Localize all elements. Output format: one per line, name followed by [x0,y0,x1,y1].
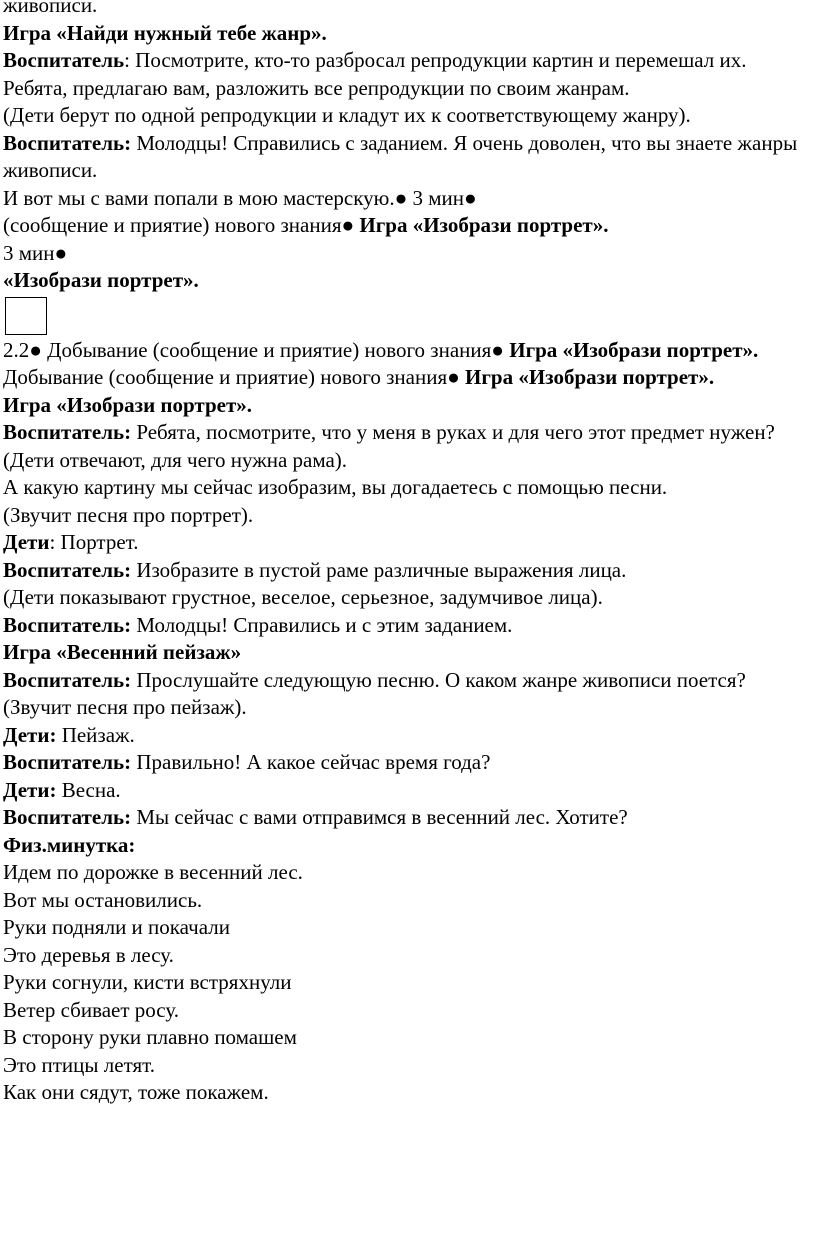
game-heading: Игра «Изобрази портрет». [3,392,253,417]
speech-text: Молодцы! Справились с заданием. Я очень доволен, что вы знаете жанры живописи. [3,130,798,182]
dialogue-line [3,722,811,750]
game-heading: Игра «Найди нужный тебе жанр». [3,20,327,45]
poem-line: Это птицы летят. [3,1052,155,1077]
speaker-label: Воспитатель: [3,805,132,829]
dialogue-line [3,804,811,832]
speech-text: : Портрет. [49,530,139,554]
stage-direction: (Дети берут по одной репродукции и кладут их к соответствующему жанру). [3,103,691,127]
speaker-label: Дети: [3,722,57,747]
dialogue-line [3,47,811,102]
text-line [3,364,811,392]
dialogue-line [3,667,811,695]
game-heading: Игра «Весенний пейзаж» [3,640,242,664]
dialogue-line [3,130,811,185]
speaker-label: Воспитатель: [3,557,132,582]
speaker-label: Дети: [3,777,57,802]
dialogue-line [3,557,811,585]
speech-text: Изобразите в пустой раме различные выражения лица. [131,557,627,582]
game-heading-inline: Игра «Изобрази портрет». [359,213,609,237]
speech-text: Прослушайте следующую песню. О каком жанре живописи поется? [131,667,746,692]
speech-text: Весна. [56,777,121,802]
game-heading-inline: Игра «Изобрази портрет». [465,365,715,389]
speech-text: Правильно! А какое сейчас время года? [131,750,491,774]
poem-line: Вот мы остановились. [3,887,203,912]
section-heading: Физ.минутка: [3,832,136,857]
text-fragment: (сообщение и приятие) нового знания● [3,213,360,237]
poem-line: Это деревья в лесу. [3,942,174,967]
empty-frame-box [5,297,47,335]
speaker-label: Воспитатель: [3,130,132,155]
text-fragment: 2.2● Добывание (сообщение и приятие) нового знания● [3,337,510,362]
speaker-label: Воспитатель [3,48,125,72]
speech-text: Ребята, посмотрите, что у меня в руках и для чего этот предмет нужен? (Дети отвечают, для чего нужна рама). [3,420,775,472]
stage-direction: (Дети показывают грустное, веселое, серьезное, задумчивое лица). [3,585,603,609]
speaker-label: Воспитатель: [3,750,132,774]
poem-line: Как они сядут, тоже покажем. [3,1080,269,1104]
game-heading: «Изобрази портрет». [3,268,199,292]
document-body [3,0,811,1107]
text-line: живописи. [3,0,98,17]
speech-text: Мы сейчас с вами отправимся в весенний лес. Хотите? [131,805,628,829]
speaker-label: Воспитатель: [3,667,132,692]
poem-line: Ветер сбивает росу. [3,997,179,1022]
dialogue-line [3,777,811,805]
text-line: 3 мин● [3,240,68,265]
poem-line: В сторону руки плавно помашем [3,1025,297,1049]
stage-direction: (Звучит песня про пейзаж). [3,695,247,719]
speaker-label: Дети [3,530,50,554]
speaker-label: Воспитатель: [3,420,132,444]
dialogue-line [3,749,811,777]
poem-line: Идем по дорожке в весенний лес. [3,860,303,884]
speech-text: Пейзаж. [56,722,135,747]
poem-line: Руки согнули, кисти встряхнули [3,970,292,994]
dialogue-line [3,419,811,474]
text-line: И вот мы с вами попали в мою мастерскую.● 3 мин● [3,185,477,210]
poem-line: Руки подняли и покачали [3,915,230,939]
stage-direction: (Звучит песня про портрет). [3,502,254,527]
dialogue-line [3,529,811,557]
text-line [3,337,811,365]
text-line [3,212,811,240]
speech-text: Молодцы! Справились и с этим заданием. [131,612,513,637]
speech-text: : Посмотрите, кто-то разбросал репродукции картин и перемешал их. Ребята, предлагаю вам, разложить все репродукции по своим жанрам. [3,48,747,100]
dialogue-line [3,612,811,640]
text-fragment: Добывание (сообщение и приятие) нового знания● [3,365,466,389]
speaker-label: Воспитатель: [3,612,132,637]
game-heading-inline: Игра «Изобрази портрет». [509,337,759,362]
text-line: А какую картину мы сейчас изобразим, вы догадаетесь с помощью песни. [3,475,668,499]
